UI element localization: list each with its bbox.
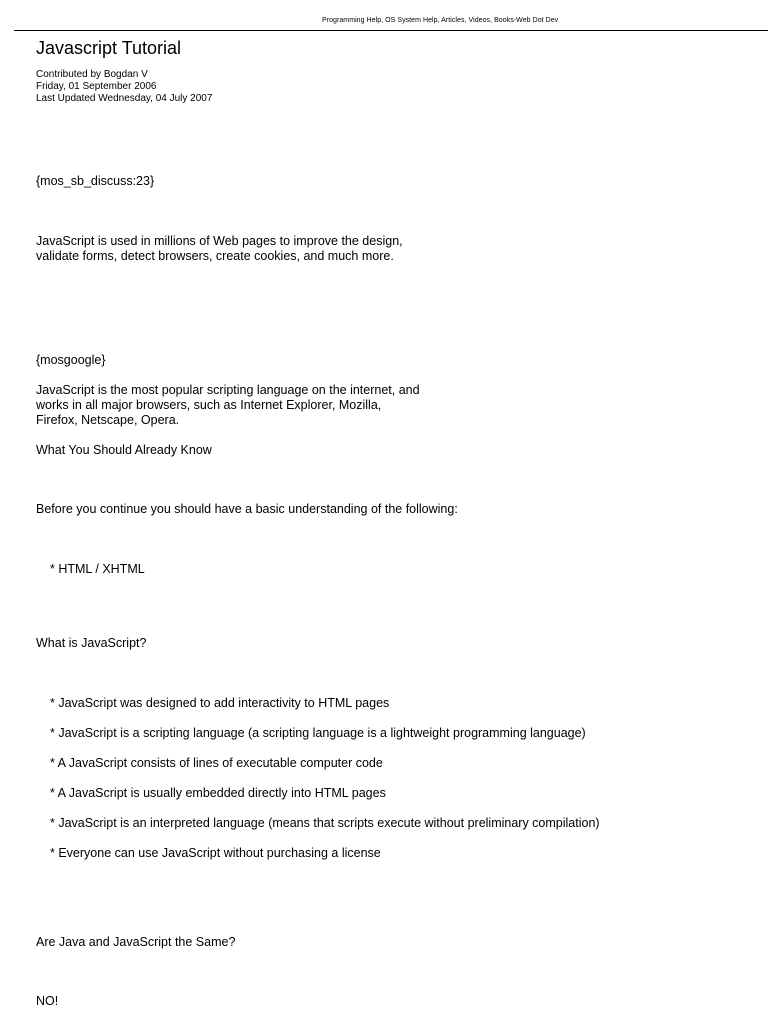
before-text: Before you continue you should have a basic understanding of the following: xyxy=(36,502,458,516)
list-item: * Everyone can use JavaScript without purchasing a license xyxy=(50,846,381,860)
list-item: * A JavaScript consists of lines of executable computer code xyxy=(50,756,383,770)
prereq-item: * HTML / XHTML xyxy=(50,562,145,576)
publish-date: Friday, 01 September 2006 xyxy=(36,81,157,92)
list-item: * JavaScript is a scripting language (a scripting language is a lightweight programming language) xyxy=(50,726,586,740)
contributed-by: Contributed by Bogdan V xyxy=(36,69,148,80)
intro-line: JavaScript is used in millions of Web pages to improve the design, xyxy=(36,234,403,248)
what-heading: What is JavaScript? xyxy=(36,636,147,650)
site-header-text: Programming Help, OS System Help, Articles, Videos, Books-Web Dot Dev xyxy=(322,17,559,24)
no-text: NO! xyxy=(36,994,59,1008)
popular-line: JavaScript is the most popular scripting language on the internet, and xyxy=(36,383,420,397)
list-item: * A JavaScript is usually embedded directly into HTML pages xyxy=(50,786,386,800)
intro-line: validate forms, detect browsers, create cookies, and much more. xyxy=(36,249,394,263)
discuss-tag: {mos_sb_discuss:23} xyxy=(36,174,155,188)
know-heading: What You Should Already Know xyxy=(36,443,212,457)
list-item: * JavaScript was designed to add interactivity to HTML pages xyxy=(50,696,390,710)
page-title: Javascript Tutorial xyxy=(36,38,182,58)
header-divider xyxy=(14,30,768,31)
same-heading: Are Java and JavaScript the Same? xyxy=(36,935,236,949)
popular-line: works in all major browsers, such as Internet Explorer, Mozilla, xyxy=(36,398,382,412)
google-tag: {mosgoogle} xyxy=(36,353,106,367)
last-updated: Last Updated Wednesday, 04 July 2007 xyxy=(36,93,213,104)
list-item: * JavaScript is an interpreted language (means that scripts execute without preliminary compilation) xyxy=(50,816,600,830)
popular-line: Firefox, Netscape, Opera. xyxy=(36,413,180,427)
